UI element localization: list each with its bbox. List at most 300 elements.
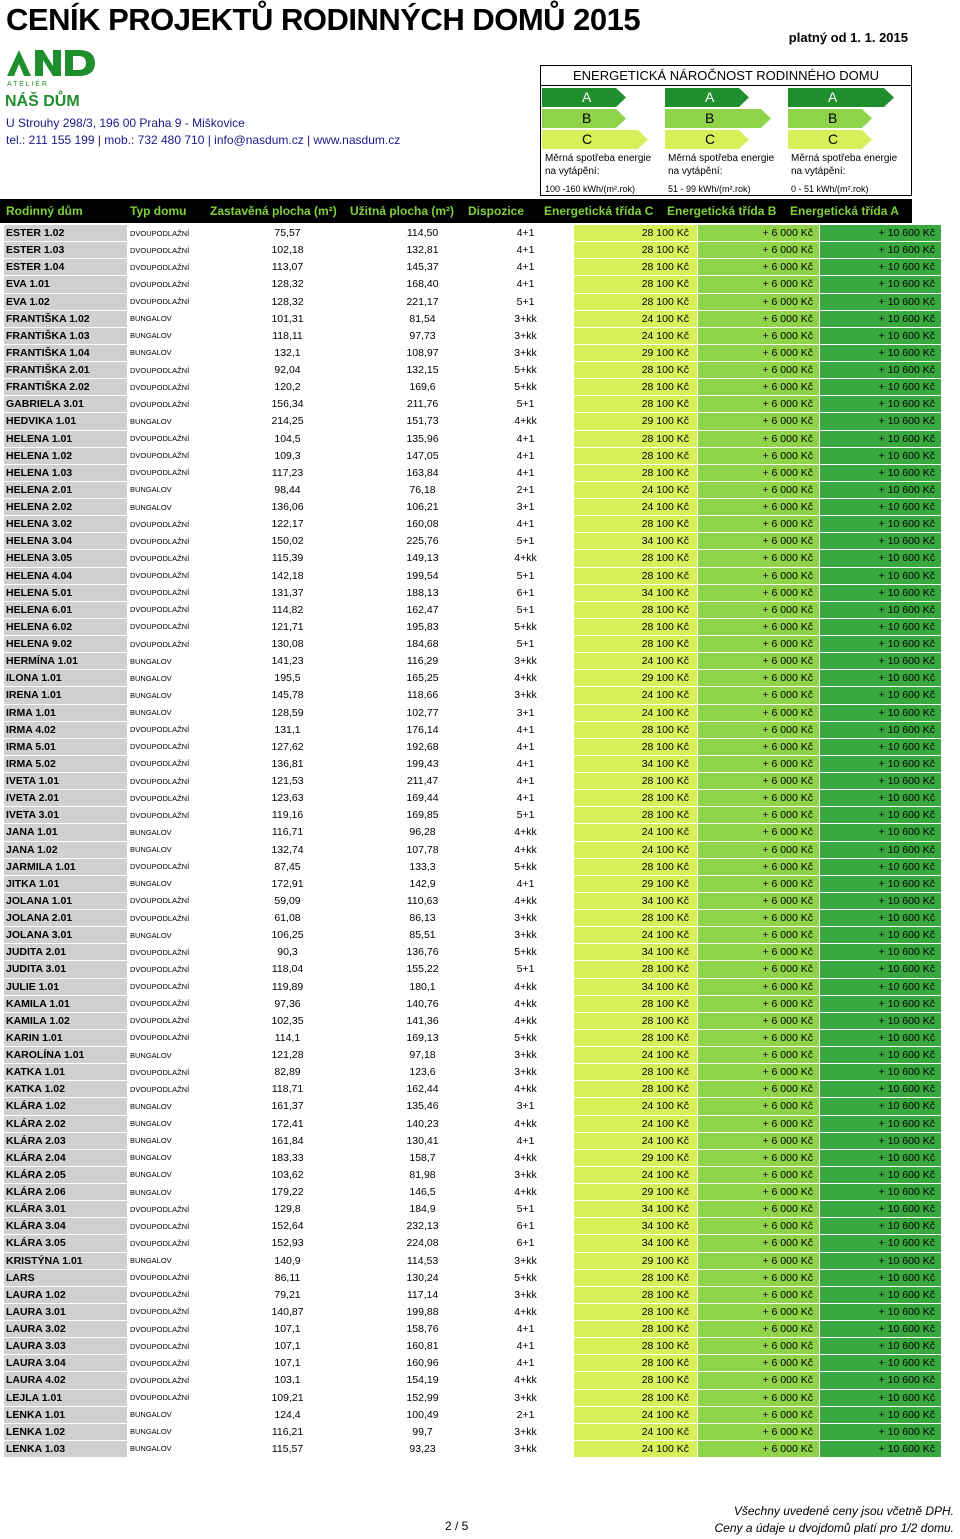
- layout: 3+1: [478, 1098, 574, 1115]
- surcharge-class-b: + 6 000 Kč: [698, 1406, 820, 1423]
- layout: 4+kk: [478, 995, 574, 1012]
- layout: 3+kk: [478, 910, 574, 927]
- company-logo: [5, 46, 105, 110]
- layout: 5+kk: [478, 944, 574, 961]
- layout: 3+1: [478, 704, 574, 721]
- col-built-area: Zastavěná plocha (m²): [210, 204, 337, 218]
- house-name: JITKA 1.01: [4, 875, 128, 892]
- table-row: [4, 944, 942, 961]
- built-area: 92,04: [208, 362, 368, 379]
- surcharge-class-a: + 10 600 Kč: [820, 430, 942, 447]
- price-class-c: 34 100 Kč: [574, 1235, 698, 1252]
- table-row: [4, 841, 942, 858]
- house-name: LAURA 1.02: [4, 1286, 128, 1303]
- surcharge-class-a: + 10 600 Kč: [820, 1115, 942, 1132]
- price-class-c: 24 100 Kč: [574, 1132, 698, 1149]
- house-name: JANA 1.02: [4, 841, 128, 858]
- price-class-c: 28 100 Kč: [574, 396, 698, 413]
- layout: 3+1: [478, 499, 574, 516]
- built-area: 104,5: [208, 430, 368, 447]
- surcharge-class-a: + 10 600 Kč: [820, 1218, 942, 1235]
- surcharge-class-b: + 6 000 Kč: [698, 1081, 820, 1098]
- built-area: 130,08: [208, 636, 368, 653]
- built-area: 119,89: [208, 978, 368, 995]
- layout: 4+kk: [478, 1081, 574, 1098]
- usable-area: 221,17: [368, 293, 478, 310]
- usable-area: 107,78: [368, 841, 478, 858]
- table-row: [4, 1012, 942, 1029]
- house-type: DVOUPODLAŽNÍ: [128, 618, 208, 635]
- table-row: [4, 242, 942, 259]
- house-name: LENKA 1.03: [4, 1440, 128, 1457]
- table-row: [4, 738, 942, 755]
- surcharge-class-a: + 10 600 Kč: [820, 841, 942, 858]
- built-area: 161,84: [208, 1132, 368, 1149]
- surcharge-class-a: + 10 600 Kč: [820, 413, 942, 430]
- table-row: [4, 773, 942, 790]
- table-row: [4, 1098, 942, 1115]
- class-b-label: B: [828, 110, 838, 126]
- energy-title: ENERGETICKÁ NÁROČNOST RODINNÉHO DOMU: [541, 66, 911, 86]
- house-type: BUNGALOV: [128, 1440, 208, 1457]
- surcharge-class-b: + 6 000 Kč: [698, 1440, 820, 1457]
- built-area: 82,89: [208, 1064, 368, 1081]
- usable-area: 135,46: [368, 1098, 478, 1115]
- built-area: 152,93: [208, 1235, 368, 1252]
- surcharge-class-b: + 6 000 Kč: [698, 1389, 820, 1406]
- company-contacts: tel.: 211 155 199 | mob.: 732 480 710 | info@nasdum.cz | www.nasdum.cz: [6, 133, 401, 147]
- table-row: [4, 1149, 942, 1166]
- table-row: [4, 1286, 942, 1303]
- table-row: [4, 653, 942, 670]
- price-class-c: 29 100 Kč: [574, 1184, 698, 1201]
- layout: 2+1: [478, 1406, 574, 1423]
- price-class-c: 28 100 Kč: [574, 362, 698, 379]
- built-area: 116,71: [208, 824, 368, 841]
- layout: 5+1: [478, 807, 574, 824]
- layout: 5+1: [478, 396, 574, 413]
- price-class-c: 28 100 Kč: [574, 601, 698, 618]
- surcharge-class-a: + 10 600 Kč: [820, 1303, 942, 1320]
- house-type: BUNGALOV: [128, 310, 208, 327]
- layout: 4+kk: [478, 824, 574, 841]
- house-name: KLÁRA 3.01: [4, 1201, 128, 1218]
- usable-area: 118,66: [368, 687, 478, 704]
- built-area: 109,21: [208, 1389, 368, 1406]
- table-row: [4, 1269, 942, 1286]
- usable-area: 184,68: [368, 636, 478, 653]
- house-name: ESTER 1.04: [4, 259, 128, 276]
- usable-area: 140,76: [368, 995, 478, 1012]
- usable-area: 106,21: [368, 499, 478, 516]
- house-type: DVOUPODLAŽNÍ: [128, 1338, 208, 1355]
- table-row: [4, 1423, 942, 1440]
- energy-range: 100 -160 kWh/(m².rok): [545, 184, 636, 194]
- house-type: DVOUPODLAŽNÍ: [128, 533, 208, 550]
- built-area: 115,57: [208, 1440, 368, 1457]
- surcharge-class-b: + 6 000 Kč: [698, 1029, 820, 1046]
- usable-area: 158,76: [368, 1321, 478, 1338]
- built-area: 179,22: [208, 1184, 368, 1201]
- house-type: DVOUPODLAŽNÍ: [128, 892, 208, 909]
- built-area: 214,25: [208, 413, 368, 430]
- price-class-c: 24 100 Kč: [574, 1406, 698, 1423]
- usable-area: 123,6: [368, 1064, 478, 1081]
- built-area: 114,1: [208, 1029, 368, 1046]
- surcharge-class-a: + 10 600 Kč: [820, 1286, 942, 1303]
- house-type: DVOUPODLAŽNÍ: [128, 1355, 208, 1372]
- house-name: ILONA 1.01: [4, 670, 128, 687]
- price-class-c: 28 100 Kč: [574, 1064, 698, 1081]
- usable-area: 184,9: [368, 1201, 478, 1218]
- company-address: U Strouhy 298/3, 196 00 Praha 9 - Miškovice: [6, 116, 245, 130]
- surcharge-class-a: + 10 600 Kč: [820, 1184, 942, 1201]
- surcharge-class-b: + 6 000 Kč: [698, 1423, 820, 1440]
- layout: 4+kk: [478, 841, 574, 858]
- price-class-c: 28 100 Kč: [574, 1372, 698, 1389]
- house-name: KLÁRA 2.04: [4, 1149, 128, 1166]
- surcharge-class-a: + 10 600 Kč: [820, 1406, 942, 1423]
- house-name: FRANTIŠKA 1.03: [4, 327, 128, 344]
- house-name: FRANTIŠKA 2.01: [4, 362, 128, 379]
- table-row: [4, 259, 942, 276]
- price-class-c: 28 100 Kč: [574, 618, 698, 635]
- house-type: DVOUPODLAŽNÍ: [128, 1029, 208, 1046]
- house-type: DVOUPODLAŽNÍ: [128, 1372, 208, 1389]
- surcharge-class-a: + 10 600 Kč: [820, 892, 942, 909]
- surcharge-class-a: + 10 600 Kč: [820, 396, 942, 413]
- house-name: KARIN 1.01: [4, 1029, 128, 1046]
- table-row: [4, 790, 942, 807]
- house-name: IRENA 1.01: [4, 687, 128, 704]
- house-type: BUNGALOV: [128, 841, 208, 858]
- built-area: 128,59: [208, 704, 368, 721]
- price-class-c: 28 100 Kč: [574, 276, 698, 293]
- usable-area: 145,37: [368, 259, 478, 276]
- house-name: IRMA 4.02: [4, 721, 128, 738]
- surcharge-class-a: + 10 600 Kč: [820, 1440, 942, 1457]
- usable-area: 117,14: [368, 1286, 478, 1303]
- house-name: JOLANA 3.01: [4, 927, 128, 944]
- energy-desc: Měrná spotřeba energie na vytápění:: [545, 153, 652, 177]
- price-class-c: 24 100 Kč: [574, 1115, 698, 1132]
- house-type: DVOUPODLAŽNÍ: [128, 430, 208, 447]
- house-name: LENKA 1.02: [4, 1423, 128, 1440]
- class-a-label: A: [705, 89, 715, 105]
- class-c-label: C: [705, 131, 716, 147]
- house-type: DVOUPODLAŽNÍ: [128, 978, 208, 995]
- surcharge-class-a: + 10 600 Kč: [820, 618, 942, 635]
- surcharge-class-a: + 10 600 Kč: [820, 1166, 942, 1183]
- price-class-c: 28 100 Kč: [574, 1338, 698, 1355]
- table-row: [4, 550, 942, 567]
- built-area: 102,18: [208, 242, 368, 259]
- built-area: 107,1: [208, 1321, 368, 1338]
- table-row: [4, 1166, 942, 1183]
- price-class-c: 28 100 Kč: [574, 738, 698, 755]
- usable-area: 154,19: [368, 1372, 478, 1389]
- built-area: 106,25: [208, 927, 368, 944]
- layout: 4+1: [478, 516, 574, 533]
- table-row: [4, 670, 942, 687]
- table-row: [4, 687, 942, 704]
- house-type: DVOUPODLAŽNÍ: [128, 1235, 208, 1252]
- table-row: [4, 601, 942, 618]
- usable-area: 160,08: [368, 516, 478, 533]
- valid-from: platný od 1. 1. 2015: [788, 30, 908, 45]
- built-area: 98,44: [208, 481, 368, 498]
- house-type: DVOUPODLAŽNÍ: [128, 1012, 208, 1029]
- house-name: KATKA 1.01: [4, 1064, 128, 1081]
- usable-area: 169,13: [368, 1029, 478, 1046]
- built-area: 61,08: [208, 910, 368, 927]
- usable-area: 162,44: [368, 1081, 478, 1098]
- surcharge-class-b: + 6 000 Kč: [698, 1286, 820, 1303]
- usable-area: 76,18: [368, 481, 478, 498]
- layout: 3+kk: [478, 310, 574, 327]
- col-house: Rodinný dům: [6, 204, 83, 218]
- usable-area: 110,63: [368, 892, 478, 909]
- house-type: DVOUPODLAŽNÍ: [128, 1081, 208, 1098]
- surcharge-class-b: + 6 000 Kč: [698, 824, 820, 841]
- surcharge-class-a: + 10 600 Kč: [820, 533, 942, 550]
- usable-area: 188,13: [368, 584, 478, 601]
- built-area: 90,3: [208, 944, 368, 961]
- class-a-label: A: [828, 89, 838, 105]
- house-name: KLÁRA 2.02: [4, 1115, 128, 1132]
- price-class-c: 28 100 Kč: [574, 379, 698, 396]
- energy-range: 51 - 99 kWh/(m².rok): [668, 184, 751, 194]
- house-type: BUNGALOV: [128, 1115, 208, 1132]
- surcharge-class-b: + 6 000 Kč: [698, 567, 820, 584]
- surcharge-class-b: + 6 000 Kč: [698, 892, 820, 909]
- layout: 5+kk: [478, 618, 574, 635]
- footer-note-vat: Všechny uvedené ceny jsou včetně DPH.: [733, 1504, 954, 1518]
- table-row: [4, 413, 942, 430]
- surcharge-class-b: + 6 000 Kč: [698, 1235, 820, 1252]
- house-name: LAURA 3.03: [4, 1338, 128, 1355]
- surcharge-class-b: + 6 000 Kč: [698, 927, 820, 944]
- surcharge-class-b: + 6 000 Kč: [698, 910, 820, 927]
- built-area: 118,71: [208, 1081, 368, 1098]
- layout: 4+1: [478, 738, 574, 755]
- col-layout: Dispozice: [468, 204, 525, 218]
- surcharge-class-a: + 10 600 Kč: [820, 516, 942, 533]
- price-class-c: 28 100 Kč: [574, 516, 698, 533]
- house-name: HELENA 6.01: [4, 601, 128, 618]
- usable-area: 102,77: [368, 704, 478, 721]
- surcharge-class-a: + 10 600 Kč: [820, 1423, 942, 1440]
- usable-area: 97,18: [368, 1047, 478, 1064]
- surcharge-class-a: + 10 600 Kč: [820, 1098, 942, 1115]
- surcharge-class-b: + 6 000 Kč: [698, 293, 820, 310]
- surcharge-class-a: + 10 600 Kč: [820, 225, 942, 242]
- layout: 5+1: [478, 601, 574, 618]
- price-class-c: 28 100 Kč: [574, 1303, 698, 1320]
- table-row: [4, 327, 942, 344]
- layout: 4+kk: [478, 1012, 574, 1029]
- house-name: JUDITA 2.01: [4, 944, 128, 961]
- surcharge-class-a: + 10 600 Kč: [820, 1047, 942, 1064]
- price-class-c: 28 100 Kč: [574, 961, 698, 978]
- house-name: IRMA 5.02: [4, 755, 128, 772]
- house-name: KLÁRA 3.05: [4, 1235, 128, 1252]
- house-type: BUNGALOV: [128, 1149, 208, 1166]
- price-class-c: 34 100 Kč: [574, 978, 698, 995]
- table-row: [4, 1252, 942, 1269]
- surcharge-class-a: + 10 600 Kč: [820, 721, 942, 738]
- house-type: DVOUPODLAŽNÍ: [128, 1389, 208, 1406]
- surcharge-class-b: + 6 000 Kč: [698, 738, 820, 755]
- house-type: BUNGALOV: [128, 413, 208, 430]
- price-class-c: 29 100 Kč: [574, 1252, 698, 1269]
- layout: 3+kk: [478, 344, 574, 361]
- surcharge-class-b: + 6 000 Kč: [698, 670, 820, 687]
- surcharge-class-b: + 6 000 Kč: [698, 841, 820, 858]
- layout: 6+1: [478, 1235, 574, 1252]
- house-name: KRISTÝNA 1.01: [4, 1252, 128, 1269]
- surcharge-class-a: + 10 600 Kč: [820, 1372, 942, 1389]
- table-row: [4, 755, 942, 772]
- house-type: BUNGALOV: [128, 1252, 208, 1269]
- house-name: HELENA 1.03: [4, 464, 128, 481]
- usable-area: 169,85: [368, 807, 478, 824]
- surcharge-class-a: + 10 600 Kč: [820, 1201, 942, 1218]
- layout: 4+kk: [478, 892, 574, 909]
- price-class-c: 28 100 Kč: [574, 550, 698, 567]
- price-class-c: 28 100 Kč: [574, 858, 698, 875]
- house-type: DVOUPODLAŽNÍ: [128, 567, 208, 584]
- house-type: DVOUPODLAŽNÍ: [128, 1201, 208, 1218]
- page-number: 2 / 5: [445, 1519, 469, 1533]
- table-header: [0, 199, 912, 223]
- house-name: IVETA 2.01: [4, 790, 128, 807]
- price-class-c: 28 100 Kč: [574, 430, 698, 447]
- house-type: DVOUPODLAŽNÍ: [128, 721, 208, 738]
- energy-desc: Měrná spotřeba energie na vytápění:: [668, 153, 775, 177]
- usable-area: 135,96: [368, 430, 478, 447]
- surcharge-class-a: + 10 600 Kč: [820, 1389, 942, 1406]
- usable-area: 116,29: [368, 653, 478, 670]
- surcharge-class-b: + 6 000 Kč: [698, 1047, 820, 1064]
- layout: 4+kk: [478, 1303, 574, 1320]
- house-type: DVOUPODLAŽNÍ: [128, 910, 208, 927]
- surcharge-class-a: + 10 600 Kč: [820, 807, 942, 824]
- layout: 6+1: [478, 1218, 574, 1235]
- layout: 4+1: [478, 773, 574, 790]
- surcharge-class-a: + 10 600 Kč: [820, 447, 942, 464]
- usable-area: 158,7: [368, 1149, 478, 1166]
- house-type: BUNGALOV: [128, 1132, 208, 1149]
- surcharge-class-a: + 10 600 Kč: [820, 670, 942, 687]
- built-area: 172,41: [208, 1115, 368, 1132]
- house-name: KLÁRA 1.02: [4, 1098, 128, 1115]
- surcharge-class-b: + 6 000 Kč: [698, 601, 820, 618]
- layout: 3+kk: [478, 687, 574, 704]
- house-name: KLÁRA 3.04: [4, 1218, 128, 1235]
- house-name: KATKA 1.02: [4, 1081, 128, 1098]
- house-type: BUNGALOV: [128, 344, 208, 361]
- built-area: 116,21: [208, 1423, 368, 1440]
- built-area: 102,35: [208, 1012, 368, 1029]
- surcharge-class-b: + 6 000 Kč: [698, 636, 820, 653]
- surcharge-class-b: + 6 000 Kč: [698, 755, 820, 772]
- house-type: BUNGALOV: [128, 1047, 208, 1064]
- surcharge-class-a: + 10 600 Kč: [820, 1081, 942, 1098]
- table-row: [4, 379, 942, 396]
- layout: 4+1: [478, 1338, 574, 1355]
- built-area: 122,17: [208, 516, 368, 533]
- built-area: 121,71: [208, 618, 368, 635]
- energy-panel: [540, 65, 912, 196]
- surcharge-class-a: + 10 600 Kč: [820, 242, 942, 259]
- energy-col-a: [788, 87, 911, 194]
- surcharge-class-b: + 6 000 Kč: [698, 721, 820, 738]
- house-type: DVOUPODLAŽNÍ: [128, 464, 208, 481]
- house-type: BUNGALOV: [128, 704, 208, 721]
- price-class-c: 28 100 Kč: [574, 790, 698, 807]
- house-type: DVOUPODLAŽNÍ: [128, 1303, 208, 1320]
- surcharge-class-a: + 10 600 Kč: [820, 362, 942, 379]
- layout: 4+kk: [478, 670, 574, 687]
- surcharge-class-a: + 10 600 Kč: [820, 704, 942, 721]
- built-area: 129,8: [208, 1201, 368, 1218]
- class-c-label: C: [828, 131, 839, 147]
- surcharge-class-b: + 6 000 Kč: [698, 995, 820, 1012]
- table-row: [4, 1321, 942, 1338]
- usable-area: 160,81: [368, 1338, 478, 1355]
- usable-area: 85,51: [368, 927, 478, 944]
- usable-area: 165,25: [368, 670, 478, 687]
- surcharge-class-b: + 6 000 Kč: [698, 1218, 820, 1235]
- house-type: DVOUPODLAŽNÍ: [128, 516, 208, 533]
- price-class-c: 24 100 Kč: [574, 310, 698, 327]
- layout: 4+kk: [478, 550, 574, 567]
- layout: 5+kk: [478, 858, 574, 875]
- layout: 5+1: [478, 961, 574, 978]
- surcharge-class-a: + 10 600 Kč: [820, 344, 942, 361]
- price-class-c: 24 100 Kč: [574, 704, 698, 721]
- table-row: [4, 978, 942, 995]
- table-row: [4, 481, 942, 498]
- built-area: 97,36: [208, 995, 368, 1012]
- surcharge-class-b: + 6 000 Kč: [698, 978, 820, 995]
- surcharge-class-b: + 6 000 Kč: [698, 379, 820, 396]
- price-class-c: 24 100 Kč: [574, 499, 698, 516]
- built-area: 142,18: [208, 567, 368, 584]
- layout: 4+1: [478, 790, 574, 807]
- table-row: [4, 464, 942, 481]
- usable-area: 133,3: [368, 858, 478, 875]
- price-class-c: 34 100 Kč: [574, 892, 698, 909]
- price-class-c: 28 100 Kč: [574, 1029, 698, 1046]
- table-row: [4, 293, 942, 310]
- surcharge-class-a: + 10 600 Kč: [820, 584, 942, 601]
- surcharge-class-a: + 10 600 Kč: [820, 464, 942, 481]
- layout: 4+1: [478, 1355, 574, 1372]
- built-area: 123,63: [208, 790, 368, 807]
- built-area: 141,23: [208, 653, 368, 670]
- price-class-c: 28 100 Kč: [574, 1389, 698, 1406]
- house-type: DVOUPODLAŽNÍ: [128, 1269, 208, 1286]
- surcharge-class-b: + 6 000 Kč: [698, 1184, 820, 1201]
- house-name: IVETA 3.01: [4, 807, 128, 824]
- house-type: BUNGALOV: [128, 875, 208, 892]
- built-area: 127,62: [208, 738, 368, 755]
- table-row: [4, 276, 942, 293]
- house-name: HELENA 5.01: [4, 584, 128, 601]
- layout: 3+kk: [478, 1064, 574, 1081]
